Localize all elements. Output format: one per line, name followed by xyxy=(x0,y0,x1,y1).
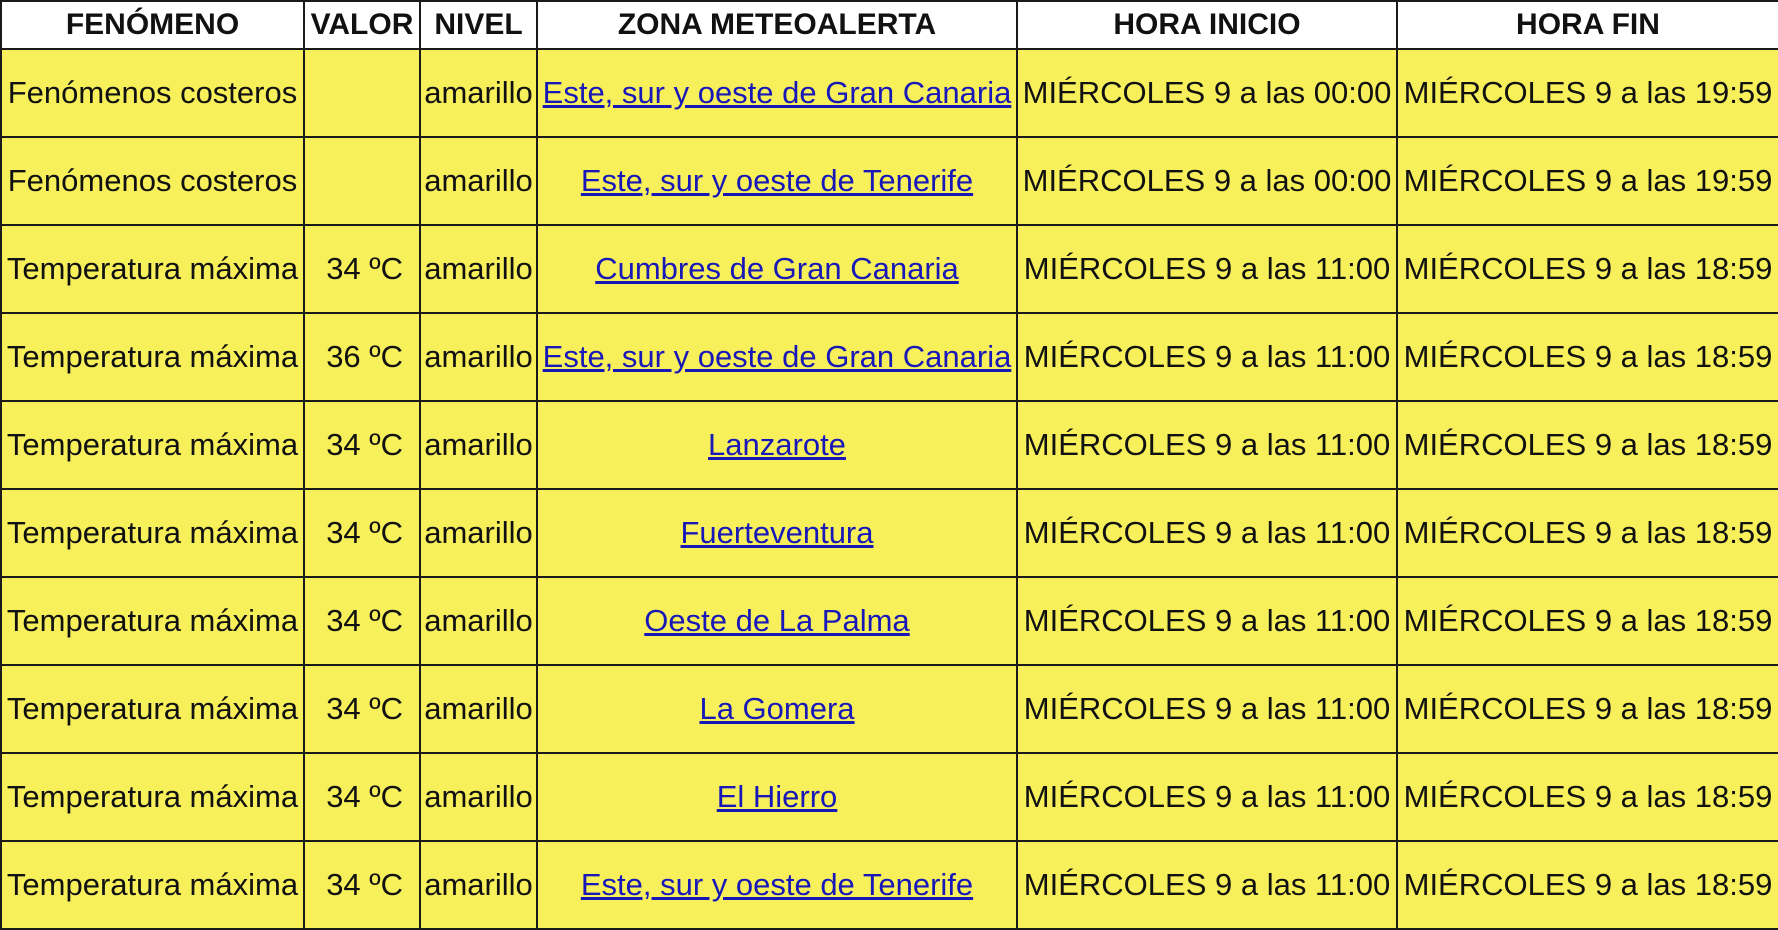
cell-valor: 34 ºC xyxy=(304,225,420,313)
cell-fenomeno: Temperatura máxima xyxy=(1,577,304,665)
cell-hora-fin: MIÉRCOLES 9 a las 18:59 xyxy=(1397,225,1778,313)
header-zona: ZONA METEOALERTA xyxy=(537,1,1017,49)
cell-fenomeno: Temperatura máxima xyxy=(1,753,304,841)
cell-hora-fin: MIÉRCOLES 9 a las 18:59 xyxy=(1397,401,1778,489)
table-row xyxy=(1,577,1778,665)
cell-zona xyxy=(537,49,1017,137)
cell-zona xyxy=(537,841,1017,929)
header-valor: VALOR xyxy=(304,1,420,49)
cell-nivel: amarillo xyxy=(420,225,537,313)
cell-zona xyxy=(537,225,1017,313)
cell-zona xyxy=(537,577,1017,665)
cell-hora-fin: MIÉRCOLES 9 a las 18:59 xyxy=(1397,577,1778,665)
header-row xyxy=(1,1,1778,49)
cell-zona xyxy=(537,665,1017,753)
cell-fenomeno: Temperatura máxima xyxy=(1,313,304,401)
header-hora-fin: HORA FIN xyxy=(1397,1,1778,49)
zona-link[interactable]: Lanzarote xyxy=(708,427,846,462)
cell-valor: 34 ºC xyxy=(304,753,420,841)
cell-valor: 34 ºC xyxy=(304,665,420,753)
cell-valor: 34 ºC xyxy=(304,401,420,489)
cell-nivel: amarillo xyxy=(420,49,537,137)
cell-hora-inicio: MIÉRCOLES 9 a las 11:00 xyxy=(1017,225,1397,313)
cell-nivel: amarillo xyxy=(420,841,537,929)
zona-link[interactable]: Cumbres de Gran Canaria xyxy=(595,251,959,286)
cell-nivel: amarillo xyxy=(420,401,537,489)
cell-hora-fin: MIÉRCOLES 9 a las 18:59 xyxy=(1397,753,1778,841)
table-row xyxy=(1,753,1778,841)
cell-nivel: amarillo xyxy=(420,665,537,753)
cell-hora-inicio: MIÉRCOLES 9 a las 11:00 xyxy=(1017,577,1397,665)
cell-hora-fin: MIÉRCOLES 9 a las 18:59 xyxy=(1397,313,1778,401)
cell-nivel: amarillo xyxy=(420,313,537,401)
cell-fenomeno: Temperatura máxima xyxy=(1,841,304,929)
cell-nivel: amarillo xyxy=(420,137,537,225)
zona-link[interactable]: Fuerteventura xyxy=(680,515,874,550)
header-nivel: NIVEL xyxy=(420,1,537,49)
table-row xyxy=(1,313,1778,401)
zona-link[interactable]: Oeste de La Palma xyxy=(644,603,910,638)
cell-hora-inicio: MIÉRCOLES 9 a las 00:00 xyxy=(1017,137,1397,225)
cell-zona xyxy=(537,753,1017,841)
table-row xyxy=(1,401,1778,489)
zona-link[interactable]: Este, sur y oeste de Tenerife xyxy=(580,867,974,902)
cell-hora-inicio: MIÉRCOLES 9 a las 11:00 xyxy=(1017,753,1397,841)
cell-hora-inicio: MIÉRCOLES 9 a las 00:00 xyxy=(1017,49,1397,137)
cell-zona xyxy=(537,401,1017,489)
table-row xyxy=(1,841,1778,929)
cell-nivel: amarillo xyxy=(420,753,537,841)
zona-link[interactable]: La Gomera xyxy=(699,691,855,726)
zona-link[interactable]: Este, sur y oeste de Gran Canaria xyxy=(542,339,1012,374)
cell-hora-fin: MIÉRCOLES 9 a las 18:59 xyxy=(1397,489,1778,577)
cell-hora-fin: MIÉRCOLES 9 a las 18:59 xyxy=(1397,841,1778,929)
cell-valor xyxy=(304,49,420,137)
table-row xyxy=(1,137,1778,225)
cell-valor xyxy=(304,137,420,225)
cell-fenomeno: Temperatura máxima xyxy=(1,489,304,577)
zona-link[interactable]: El Hierro xyxy=(716,779,838,814)
table-row xyxy=(1,489,1778,577)
table-row xyxy=(1,665,1778,753)
cell-fenomeno: Temperatura máxima xyxy=(1,225,304,313)
table-body xyxy=(1,49,1778,929)
cell-nivel: amarillo xyxy=(420,489,537,577)
header-fenomeno: FENÓMENO xyxy=(1,1,304,49)
cell-valor: 34 ºC xyxy=(304,577,420,665)
cell-zona xyxy=(537,313,1017,401)
cell-hora-inicio: MIÉRCOLES 9 a las 11:00 xyxy=(1017,665,1397,753)
header-hora-inicio: HORA INICIO xyxy=(1017,1,1397,49)
cell-fenomeno: Temperatura máxima xyxy=(1,401,304,489)
zona-link[interactable]: Este, sur y oeste de Tenerife xyxy=(580,163,974,198)
table-row xyxy=(1,225,1778,313)
cell-hora-fin: MIÉRCOLES 9 a las 18:59 xyxy=(1397,665,1778,753)
cell-fenomeno: Fenómenos costeros xyxy=(1,49,304,137)
cell-valor: 36 ºC xyxy=(304,313,420,401)
cell-valor: 34 ºC xyxy=(304,489,420,577)
cell-fenomeno: Temperatura máxima xyxy=(1,665,304,753)
cell-nivel: amarillo xyxy=(420,577,537,665)
cell-hora-fin: MIÉRCOLES 9 a las 19:59 xyxy=(1397,137,1778,225)
cell-zona xyxy=(537,137,1017,225)
cell-hora-inicio: MIÉRCOLES 9 a las 11:00 xyxy=(1017,313,1397,401)
cell-hora-fin: MIÉRCOLES 9 a las 19:59 xyxy=(1397,49,1778,137)
cell-hora-inicio: MIÉRCOLES 9 a las 11:00 xyxy=(1017,401,1397,489)
cell-hora-inicio: MIÉRCOLES 9 a las 11:00 xyxy=(1017,841,1397,929)
cell-fenomeno: Fenómenos costeros xyxy=(1,137,304,225)
cell-zona xyxy=(537,489,1017,577)
zona-link[interactable]: Este, sur y oeste de Gran Canaria xyxy=(542,75,1012,110)
cell-hora-inicio: MIÉRCOLES 9 a las 11:00 xyxy=(1017,489,1397,577)
cell-valor: 34 ºC xyxy=(304,841,420,929)
table-row xyxy=(1,49,1778,137)
table-header xyxy=(1,1,1778,49)
